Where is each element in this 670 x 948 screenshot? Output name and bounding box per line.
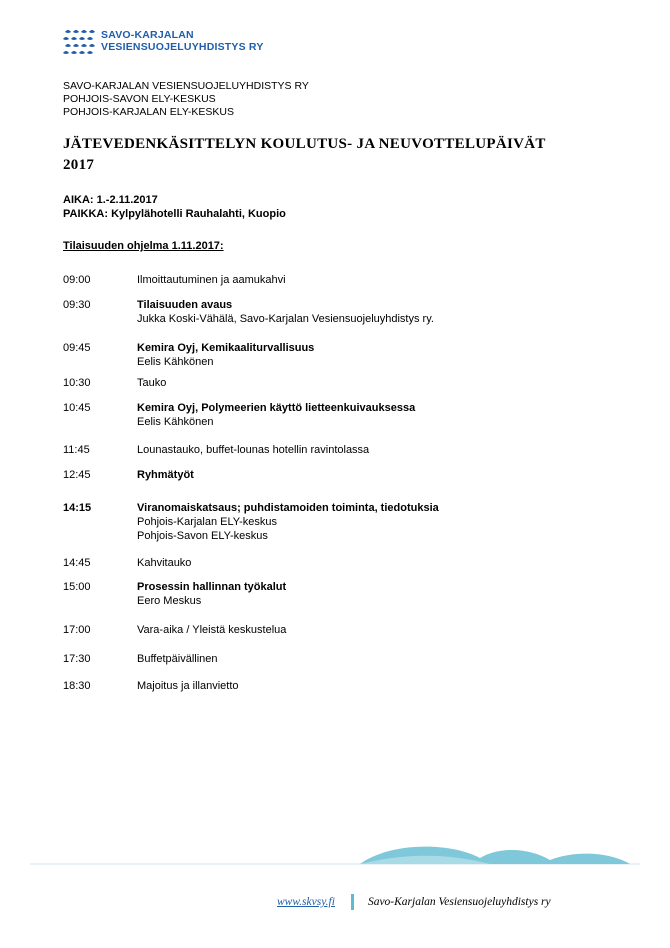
logo-line-1: SAVO-KARJALAN xyxy=(101,29,194,41)
program-title: Kemira Oyj, Kemikaaliturvallisuus xyxy=(137,342,315,354)
program-time: 09:00 xyxy=(63,274,91,286)
organizers xyxy=(63,80,309,119)
program-time: 17:00 xyxy=(63,624,91,636)
event-time: AIKA: 1.-2.11.2017 xyxy=(63,194,158,206)
program-item xyxy=(63,501,439,543)
program-item xyxy=(63,679,239,693)
logo xyxy=(62,28,264,54)
program-time: 11:45 xyxy=(63,444,90,456)
program-time: 09:45 xyxy=(63,342,91,354)
program-time: 12:45 xyxy=(63,469,91,481)
program-title: Lounastauko, buffet-lounas hotellin ravintolassa xyxy=(137,444,370,456)
program-detail: Eero Meskus xyxy=(137,595,202,607)
program-detail: Eelis Kähkönen xyxy=(137,416,214,428)
program-title: Majoitus ja illanvietto xyxy=(137,680,239,692)
program-detail: Eelis Kähkönen xyxy=(137,356,214,368)
program-item xyxy=(63,468,194,482)
title-line-1: JÄTEVEDENKÄSITTELYN KOULUTUS- JA NEUVOTTELUPÄIVÄT xyxy=(63,136,546,152)
program-item xyxy=(63,273,286,287)
program-time: 17:30 xyxy=(63,653,91,665)
program-detail: Pohjois-Karjalan ELY-keskus xyxy=(137,516,278,528)
program-item xyxy=(63,401,415,429)
program-time: 18:30 xyxy=(63,680,91,692)
program-title: Prosessin hallinnan työkalut xyxy=(137,581,287,593)
program-item xyxy=(63,376,166,390)
program-title: Kemira Oyj, Polymeerien käyttö lietteenkuivauksessa xyxy=(137,402,416,414)
logo-line-2: VESIENSUOJELUYHDISTYS RY xyxy=(101,41,264,53)
program-detail: Pohjois-Savon ELY-keskus xyxy=(137,530,268,542)
program-time: 10:45 xyxy=(63,402,91,414)
organizer-2: POHJOIS-SAVON ELY-KESKUS xyxy=(63,93,216,105)
program-time: 09:30 xyxy=(63,299,91,311)
waves-logo-icon xyxy=(62,28,96,54)
program-title: Ryhmätyöt xyxy=(137,469,194,481)
program-title: Buffetpäivällinen xyxy=(137,653,218,665)
program-time: 15:00 xyxy=(63,581,91,593)
program-title: Ilmoittautuminen ja aamukahvi xyxy=(137,274,286,286)
program-item xyxy=(63,298,434,326)
program-title: Vara-aika / Yleistä keskustelua xyxy=(137,624,287,636)
website-link[interactable]: www.skvsy.fi xyxy=(277,896,335,908)
footer-wave-decoration xyxy=(30,838,640,878)
program-item xyxy=(63,580,286,608)
organizer-3: POHJOIS-KARJALAN ELY-KESKUS xyxy=(63,106,234,118)
program-title: Tauko xyxy=(137,377,167,389)
program-time: 14:45 xyxy=(63,557,91,569)
program-item xyxy=(63,341,314,369)
program-title: Kahvitauko xyxy=(137,557,192,569)
program-heading: Tilaisuuden ohjelma 1.11.2017: xyxy=(63,240,224,252)
program-item xyxy=(63,556,191,570)
program-time: 10:30 xyxy=(63,377,91,389)
title-line-2: 2017 xyxy=(63,157,95,173)
footer-separator xyxy=(351,894,354,910)
footer-org-name: Savo-Karjalan Vesiensuojeluyhdistys ry xyxy=(367,896,551,908)
program-time: 14:15 xyxy=(63,502,92,514)
event-place: PAIKKA: Kylpylähotelli Rauhalahti, Kuopio xyxy=(63,208,286,220)
program-item xyxy=(63,623,286,637)
program-detail: Jukka Koski-Vähälä, Savo-Karjalan Vesiensuojeluyhdistys ry. xyxy=(137,313,434,325)
organizer-1: SAVO-KARJALAN VESIENSUOJELUYHDISTYS RY xyxy=(63,80,309,92)
program-title: Viranomaiskatsaus; puhdistamoiden toiminta, tiedotuksia xyxy=(137,502,439,514)
footer xyxy=(277,894,551,910)
program-item xyxy=(63,443,369,457)
event-meta xyxy=(63,193,286,221)
program-item xyxy=(63,652,218,666)
program-title: Tilaisuuden avaus xyxy=(137,299,233,311)
document-title xyxy=(63,134,623,176)
